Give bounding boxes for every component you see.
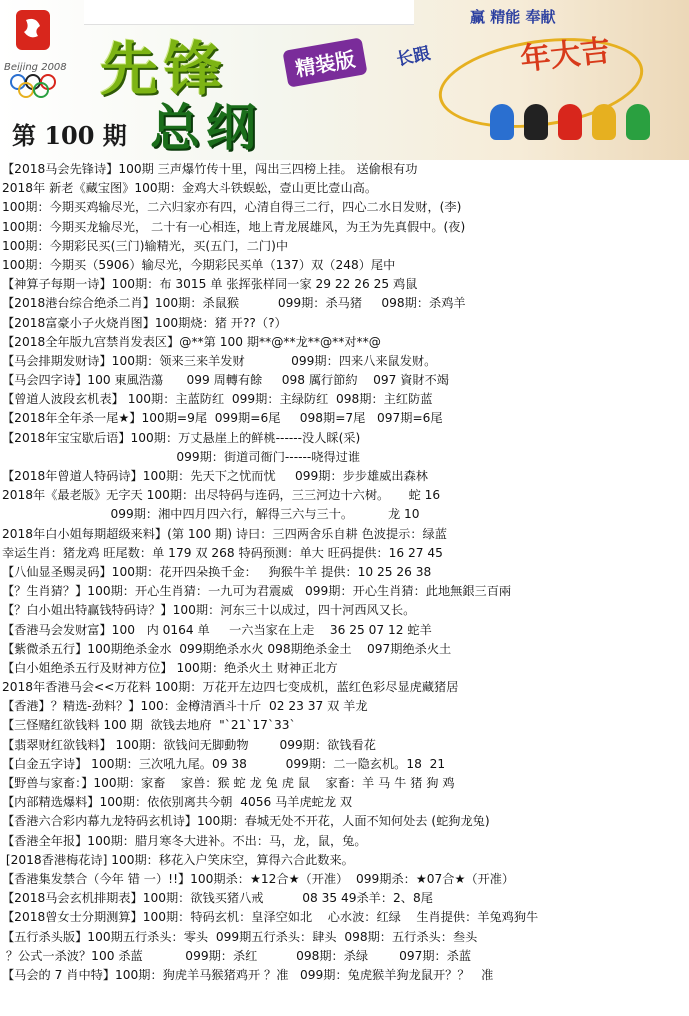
- text-line: 【白小姐绝杀五行及财神方位】 100期：绝杀火土 财神正北方: [2, 660, 338, 675]
- text-line: 【五行杀头版】100期五行杀头：零头 099期五行杀头：肆头 098期：五行杀头：叁头: [2, 929, 478, 944]
- text-line: 099期：街道司衙门------哓得过谁: [2, 449, 361, 464]
- text-line: 【神算子每期一诗】100期：布 3015 单 张挥张样同一家 29 22 26 25 鸡鼠: [2, 277, 418, 292]
- text-line: 2018年 新老《藏宝图》100期：金鸡大斗铁蜈蚣，壹山更比壹山高。: [2, 181, 378, 196]
- text-line: 【2018年宝宝歇后语】100期：万丈悬崖上的鲜桃------没人睬(采): [2, 430, 361, 445]
- mascot-icon: [592, 104, 616, 140]
- text-line: 【内部精选爆料】100期：依依别离共今朝 4056 马羊虎蛇龙 双: [2, 795, 353, 810]
- mascot-icon: [490, 104, 514, 140]
- text-line: 【马会排期发财诗】100期：领来三来羊发财 099期：四来八来鼠发财。: [2, 353, 437, 368]
- text-line: [2018香港梅花诗] 100期：移花入户笑床空，算得六合此数来。: [2, 852, 354, 867]
- header-banner: [0, 0, 689, 160]
- prediction-text-list: [0, 160, 689, 985]
- text-line: 【野兽与家畜：】100期：家畜 家兽：猴 蛇 龙 兔 虎 鼠 家畜：羊 马 牛 猪 狗 鸡: [2, 776, 455, 790]
- text-line: 【八仙显圣赐灵码】100期：花开四朵换千金： 狗猴牛羊 提供：10 25 26 38: [2, 564, 432, 579]
- banner-slogan: 赢 精能 奉献: [470, 8, 556, 26]
- issue-number: 第 100 期: [12, 121, 127, 150]
- text-line: 099期：湘中四月四六行，解得三六与三十。 龙 10: [2, 507, 420, 522]
- banner-title-sub: 总纲: [150, 98, 262, 157]
- text-line: 【白金五字诗】 100期：三次吼九尾。09 38 099期：二一隐玄机。18 21: [2, 756, 446, 771]
- edition-badge: 精装版: [282, 37, 367, 87]
- text-line: 【2018全年版九宫禁肖发表区】@**第 100 期**@**龙**@**对**@: [2, 334, 381, 349]
- banner-changgen: 长跟: [394, 43, 433, 71]
- text-line: 100期：今期买（5906）输尽光，今期彩民买单（137）双（248）尾中: [2, 257, 396, 272]
- text-line: 100期：今期买鸡输尽光，二六归家亦有四，心清自得三二行，四心二水日发财，(李): [2, 200, 462, 215]
- text-line: 【马会的 7 肖中特】100期：狗虎羊马猴猪鸡开 ？准 099期：兔虎猴羊狗龙鼠开？？ 准: [2, 967, 494, 982]
- mascot-group: [490, 104, 650, 140]
- text-line: 【2018富豪小子火烧肖图】100期烧：猪 开??（?）: [2, 315, 287, 330]
- text-line: 【香港马会发财富】100 内 0164 单 一六当家在上走 36 25 07 12 蛇羊: [2, 622, 432, 637]
- text-line: 【？白小姐出特赢钱特码诗？】100期：河东三十以成过，四十河西风又长。: [2, 603, 416, 618]
- text-line: 100期：今期彩民买(三门)输精光，买(五门，二门)中: [2, 238, 289, 253]
- banner-nianda: 年大吉: [518, 33, 612, 78]
- text-line: 【三怪赌红欲钱料 100 期 欲钱去地府 "`21`17`33`: [2, 718, 296, 733]
- text-line: 【香港全年报】100期：腊月寒冬大进补。不出：马，龙，鼠，兔。: [2, 833, 367, 848]
- text-line: 【2018年曾道人特码诗】100期：先天下之忧而忧 099期：步步雄威出森林: [2, 469, 428, 483]
- emblem-caption: Beijing 2008: [4, 62, 67, 73]
- text-line: 【马会四字诗】100 東風浩蕩 099 周轉有餘 098 厲行節約 097 資財不竭: [2, 373, 449, 388]
- mascot-icon: [524, 104, 548, 140]
- text-line: 2018年香港马会<<万花料 100期：万花开左边四七变成机，蓝红色彩尽显虎藏猪居: [2, 680, 459, 695]
- text-line: 【？生肖猜？】100期：开心生肖猜：一九可为君震威 099期：开心生肖猜：此地無銀三百兩: [2, 584, 512, 599]
- text-line: 100期：今期买龙输尽光， 二十有一心相连，地上青龙展雄风，为王为先真假中。(夜): [2, 219, 466, 234]
- banner-title-main: 先锋: [100, 35, 229, 103]
- text-line: 【香港集发禁合（今年 错 一）!!】100期杀：★12合★（开准） 099期杀：★07合★（开准）: [2, 871, 515, 886]
- text-line: 【2018年全年杀一尾★】100期=9尾 099期=6尾 098期=7尾 097期=6尾: [2, 411, 443, 426]
- text-line: 【2018曾女士分期测算】100期：特码玄机：皇泽空如北 心水波：红绿 生肖提供：羊兔鸡狗牛: [2, 910, 539, 925]
- text-line: 【香港六合彩内幕九龙特码玄机诗】100期：春城无处不开花，人面不知何处去 (蛇狗龙兔): [2, 814, 490, 829]
- text-line: 【紫微杀五行】100期绝杀金水 099期绝杀水火 098期绝杀金土 097期绝杀火土: [2, 641, 452, 656]
- mascot-icon: [626, 104, 650, 140]
- text-line: 【2018马会玄机排期表】100期：欲钱买猪八戒 08 35 49杀羊：2、8尾: [2, 891, 433, 906]
- text-line: ？公式一杀波？100 杀蓝 099期：杀红 098期：杀绿 097期：杀蓝: [2, 948, 472, 963]
- text-line: 【曾道人波段玄机表】 100期：主蓝防红 099期：主绿防红 098期：主红防蓝: [2, 392, 433, 407]
- text-line: 【翡翠财红欲钱料】 100期：欲钱问无脚動物 099期：欲钱看花: [2, 737, 376, 752]
- text-line: 【2018港台综合绝杀二肖】100期：杀鼠猴 099期：杀马猪 098期：杀鸡羊: [2, 296, 466, 311]
- olympic-emblem-icon: [6, 8, 76, 98]
- text-line: 2018年白小姐每期超级来料】(第 100 期) 诗曰：三四两舍乐自耕 色波提示：绿蓝: [2, 526, 447, 541]
- mascot-icon: [558, 104, 582, 140]
- text-line: 幸运生肖：猪龙鸡 旺尾数：单 179 双 268 特码预测：单大 旺码提供：16 27 45: [2, 545, 443, 560]
- text-line: 【香港】？精选-劲料？】100：金樽清酒斗十斤 02 23 37 双 羊龙: [2, 699, 368, 714]
- text-line: 2018年《最老版》无字天 100期：出尽特码与连码，三三河边十六树。 蛇 16: [2, 488, 441, 503]
- text-line: 【2018马会先锋诗】100期 三声爆竹传十里，闯出三四榜上挂。 送偷根有功: [2, 162, 418, 176]
